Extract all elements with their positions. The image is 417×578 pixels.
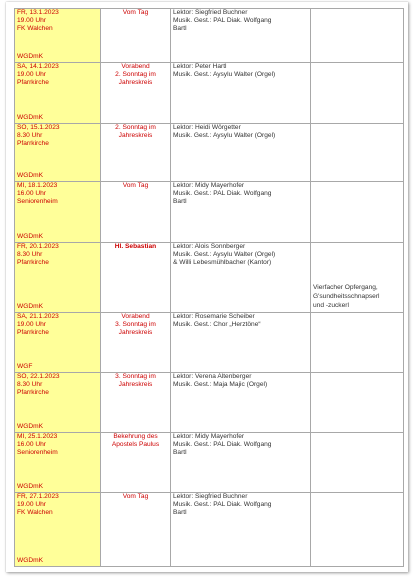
service-type-label: WGDmK bbox=[17, 303, 44, 310]
time-line: 19.00 Uhr bbox=[17, 321, 46, 328]
persons-cell bbox=[171, 493, 311, 567]
date-line: FR, 27.1.2023 bbox=[17, 493, 59, 500]
time-line: 19.00 Uhr bbox=[17, 17, 46, 24]
service-type-label: WGF bbox=[17, 363, 33, 370]
date-cell bbox=[15, 493, 101, 567]
table-row bbox=[15, 9, 404, 63]
date-cell bbox=[15, 433, 101, 493]
date-line: SA, 14.1.2023 bbox=[17, 63, 59, 70]
notes-cell bbox=[311, 313, 404, 373]
occasion-line: Vom Tag bbox=[122, 182, 149, 189]
note-line: Vierfacher Opfergang, bbox=[313, 284, 378, 291]
date-cell bbox=[15, 63, 101, 124]
occasion-cell bbox=[101, 493, 171, 567]
date-line: SA, 21.1.2023 bbox=[17, 313, 59, 320]
occasion-line: 3. Sonntag im bbox=[115, 321, 156, 328]
persons-line: Musik. Gest.: Chor „Herztöne“ bbox=[173, 321, 261, 328]
occasion-cell bbox=[101, 182, 171, 243]
date-line: FR, 20.1.2023 bbox=[17, 243, 59, 250]
time-line: 8.30 Uhr bbox=[17, 381, 43, 388]
occasion-cell bbox=[101, 433, 171, 493]
service-type-label: WGDmK bbox=[17, 423, 44, 430]
location-line: FK Walchen bbox=[17, 25, 53, 32]
persons-line: Lektor: Midy Mayerhofer bbox=[173, 433, 245, 440]
location-line: Seniorenheim bbox=[17, 198, 58, 205]
table-row bbox=[15, 63, 404, 124]
persons-line: Lektor: Verena Altenberger bbox=[173, 373, 252, 380]
persons-line: & Willi Lebesmühlbacher (Kantor) bbox=[173, 259, 272, 266]
service-type-label: WGDmK bbox=[17, 53, 44, 60]
service-type-label: WGDmK bbox=[17, 483, 44, 490]
occasion-line: Apostels Paulus bbox=[111, 441, 160, 448]
persons-line: Musik. Gest.: PAL Diak. Wolfgang bbox=[173, 17, 272, 24]
note-line: und -zuckerl bbox=[313, 302, 349, 309]
persons-line: Musik. Gest.: PAL Diak. Wolfgang bbox=[173, 190, 272, 197]
occasion-line: Jahreskreis bbox=[118, 381, 153, 388]
persons-cell bbox=[171, 63, 311, 124]
time-line: 19.00 Uhr bbox=[17, 71, 46, 78]
occasion-line: Vorabend bbox=[121, 313, 150, 320]
persons-cell bbox=[171, 433, 311, 493]
location-line: Pfarrkirche bbox=[17, 140, 49, 147]
occasion-cell bbox=[101, 124, 171, 182]
service-type-label: WGDmK bbox=[17, 114, 44, 121]
persons-cell bbox=[171, 124, 311, 182]
date-line: SO, 15.1.2023 bbox=[17, 124, 60, 131]
occasion-line: Jahreskreis bbox=[118, 329, 153, 336]
occasion-cell bbox=[101, 373, 171, 433]
occasion-line: 2. Sonntag im bbox=[115, 124, 156, 131]
time-line: 8.30 Uhr bbox=[17, 132, 43, 139]
table-row bbox=[15, 124, 404, 182]
persons-line: Lektor: Midy Mayerhofer bbox=[173, 182, 245, 189]
occasion-line: Bekehrung des bbox=[113, 433, 158, 440]
date-cell bbox=[15, 243, 101, 313]
occasion-cell bbox=[101, 243, 171, 313]
persons-cell bbox=[171, 182, 311, 243]
service-type-label: WGDmK bbox=[17, 172, 44, 179]
time-line: 8.30 Uhr bbox=[17, 251, 43, 258]
date-cell bbox=[15, 9, 101, 63]
date-cell bbox=[15, 124, 101, 182]
date-line: MI, 25.1.2023 bbox=[17, 433, 58, 440]
occasion-cell bbox=[101, 9, 171, 63]
persons-cell bbox=[171, 9, 311, 63]
location-line: Pfarrkirche bbox=[17, 79, 49, 86]
occasion-line: Jahreskreis bbox=[118, 132, 153, 139]
persons-line: Lektor: Heidi Wörgetter bbox=[173, 124, 241, 131]
date-cell bbox=[15, 182, 101, 243]
date-cell bbox=[15, 373, 101, 433]
persons-line: Musik. Gest.: Aysylu Walter (Orgel) bbox=[173, 251, 276, 258]
persons-cell bbox=[171, 243, 311, 313]
notes-cell bbox=[311, 63, 404, 124]
occasion-line: Vom Tag bbox=[122, 493, 149, 500]
date-line: SO, 22.1.2023 bbox=[17, 373, 60, 380]
occasion-line: Vom Tag bbox=[122, 9, 149, 16]
location-line: Pfarrkirche bbox=[17, 329, 49, 336]
note-line: G'sundheitsschnapserl bbox=[313, 293, 380, 300]
occasion-cell bbox=[101, 63, 171, 124]
persons-line: Bartl bbox=[173, 25, 187, 32]
notes-cell bbox=[311, 182, 404, 243]
persons-line: Lektor: Alois Sonnberger bbox=[173, 243, 246, 250]
document-page bbox=[6, 2, 408, 572]
persons-cell bbox=[171, 373, 311, 433]
time-line: 19.00 Uhr bbox=[17, 501, 46, 508]
persons-line: Lektor: Peter Hartl bbox=[173, 63, 227, 70]
date-line: FR, 13.1.2023 bbox=[17, 9, 59, 16]
persons-line: Musik. Gest.: Aysylu Walter (Orgel) bbox=[173, 71, 276, 78]
date-cell bbox=[15, 313, 101, 373]
schedule-table bbox=[14, 8, 404, 567]
time-line: 16.00 Uhr bbox=[17, 441, 46, 448]
table-row bbox=[15, 313, 404, 373]
persons-line: Lektor: Siegfried Buchner bbox=[173, 493, 248, 500]
location-line: FK Walchen bbox=[17, 509, 53, 516]
persons-line: Bartl bbox=[173, 449, 187, 456]
table-row bbox=[15, 373, 404, 433]
persons-line: Bartl bbox=[173, 198, 187, 205]
occasion-cell bbox=[101, 313, 171, 373]
persons-line: Musik. Gest.: Maja Majic (Orgel) bbox=[173, 381, 268, 388]
notes-cell bbox=[311, 124, 404, 182]
date-line: MI, 18.1.2023 bbox=[17, 182, 58, 189]
persons-line: Musik. Gest.: Aysylu Walter (Orgel) bbox=[173, 132, 276, 139]
table-row bbox=[15, 493, 404, 567]
table-row bbox=[15, 243, 404, 313]
service-type-label: WGDmK bbox=[17, 557, 44, 564]
persons-line: Lektor: Rosemarie Scheiber bbox=[173, 313, 255, 320]
occasion-line: 2. Sonntag im bbox=[115, 71, 156, 78]
location-line: Pfarrkirche bbox=[17, 259, 49, 266]
occasion-line: Vorabend bbox=[121, 63, 150, 70]
notes-text bbox=[313, 283, 380, 310]
occasion-line: 3. Sonntag im bbox=[115, 373, 156, 380]
location-line: Seniorenheim bbox=[17, 449, 58, 456]
persons-line: Bartl bbox=[173, 509, 187, 516]
table-row bbox=[15, 433, 404, 493]
persons-line: Musik. Gest.: PAL Diak. Wolfgang bbox=[173, 441, 272, 448]
occasion-line: Jahreskreis bbox=[118, 79, 153, 86]
notes-cell bbox=[311, 433, 404, 493]
time-line: 16.00 Uhr bbox=[17, 190, 46, 197]
service-type-label: WGDmK bbox=[17, 233, 44, 240]
table-row bbox=[15, 182, 404, 243]
notes-cell bbox=[311, 9, 404, 63]
notes-cell bbox=[311, 243, 404, 313]
notes-cell bbox=[311, 493, 404, 567]
persons-cell bbox=[171, 313, 311, 373]
location-line: Pfarrkirche bbox=[17, 389, 49, 396]
occasion-line: Hl. Sebastian bbox=[114, 243, 157, 250]
notes-cell bbox=[311, 373, 404, 433]
persons-line: Musik. Gest.: PAL Diak. Wolfgang bbox=[173, 501, 272, 508]
persons-line: Lektor: Siegfried Buchner bbox=[173, 9, 248, 16]
